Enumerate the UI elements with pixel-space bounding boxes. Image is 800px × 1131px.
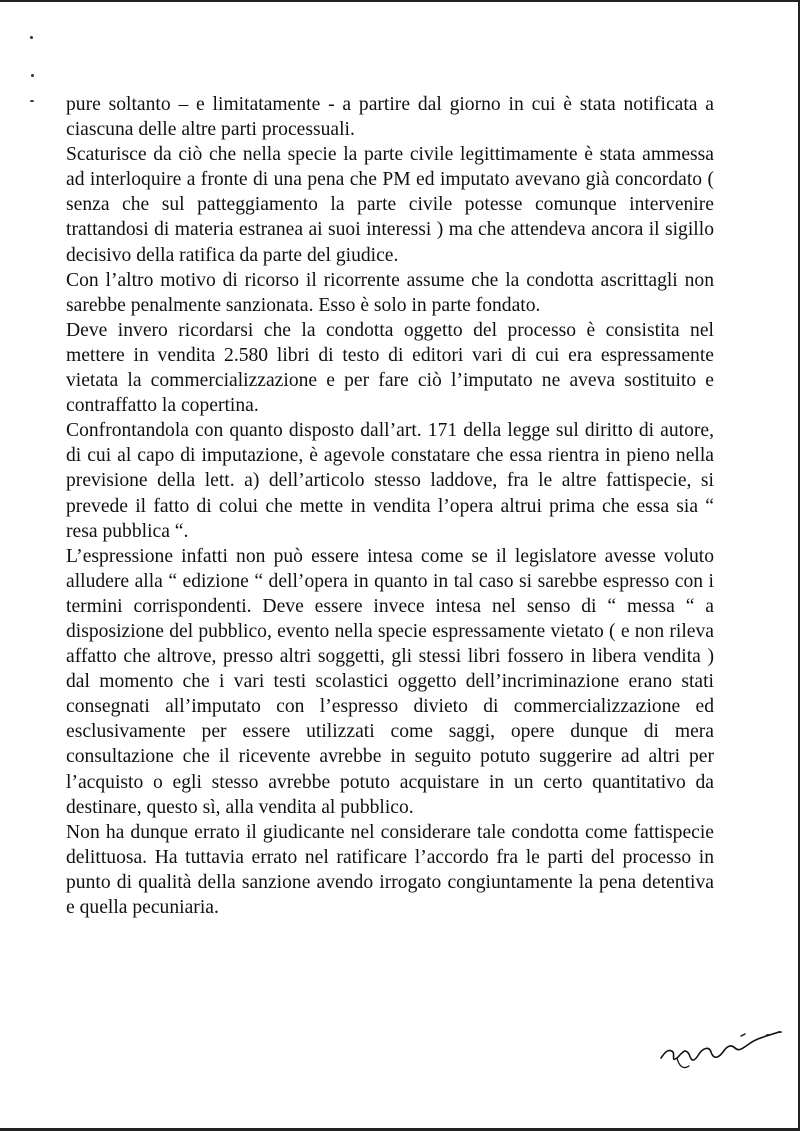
paragraph: pure soltanto – e limitatamente - a partire dal giorno in cui è stata notificata a ciascuna delle altre parti processuali. (66, 94, 714, 141)
handwritten-signature (655, 1018, 785, 1078)
paragraph: Con l’altro motivo di ricorso il ricorrente assume che la condotta ascrittagli non sarebbe penalmente sanzionata. Esso è solo in parte fondato. (66, 269, 714, 316)
scan-border-top (0, 0, 800, 2)
paragraph: L’espressione infatti non può essere intesa come se il legislatore avesse voluto alludere alla “ edizione “ dell’opera in quanto in tal caso si sarebbe espresso con i termini corrispondenti. Deve essere invece intesa nel senso di “ messa “ a disposizione del pubblico, evento nella specie espressamente vietato ( e non rileva affatto che altrove, presso altri soggetti, gli stessi libri fossero in libera vendita ) dal momento che i vari testi scolastici oggetto dell’incriminazione erano stati consegnati all’imputato con l’espresso divieto di commercializzazione ed esclusivamente per essere utilizzati come saggi, opere dunque di mera consultazione che il ricevente avrebbe in seguito potuto suggerire ad altri per l’acquisto o egli stesso avrebbe potuto acquistare in un certo quantitativo da destinare, questo sì, alla vendita al pubblico. (66, 545, 714, 818)
paragraph: Confrontandola con quanto disposto dall’art. 171 della legge sul diritto di autore, di cui al capo di imputazione, è agevole constatare che essa rientra in pieno nella previsione della lett. a) dell’articolo stesso laddove, fra le altre fattispecie, si prevede il fatto di colui che mette in vendita l’opera altrui prima che essa sia “ resa pubblica “. (66, 420, 714, 542)
paragraph: Scaturisce da ciò che nella specie la parte civile legittimamente è stata ammessa ad interloquire a fronte di una pena che PM ed imputato avevano già concordato ( senza che sul patteggiamento la parte civile potesse comunque intervenire trattandosi di materia estranea ai suoi interessi ) ma che attendeva ancora il sigillo decisivo della ratifica da parte del giudice. (66, 144, 714, 266)
paragraph: Deve invero ricordarsi che la condotta oggetto del processo è consistita nel mettere in vendita 2.580 libri di testo di editori vari di cui era espressamente vietata la commercializzazione e per fare ciò l’imputato ne aveva sostituito e contraffatto la copertina. (66, 319, 714, 417)
paragraph: Non ha dunque errato il giudicante nel considerare tale condotta come fattispecie delittuosa. Ha tuttavia errato nel ratificare l’accordo fra le parti del processo in punto di qualità della sanzione avendo irrogato congiuntamente la pena detentiva e quella pecuniaria. (66, 821, 714, 918)
scan-speck (30, 100, 34, 102)
scan-speck (30, 36, 33, 39)
document-body (66, 92, 714, 920)
scan-speck (31, 74, 34, 77)
